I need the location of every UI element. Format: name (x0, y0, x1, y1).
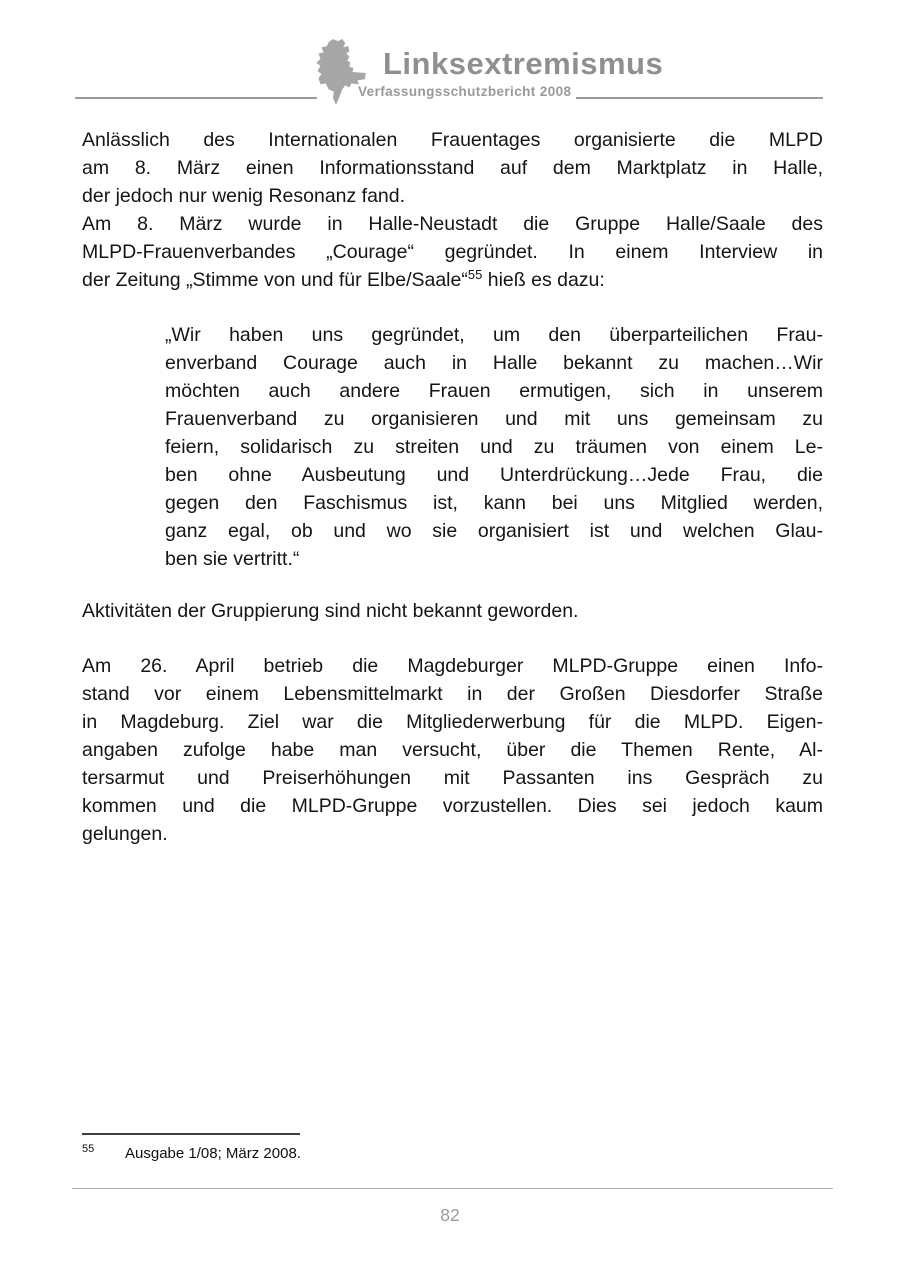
text-line: ben ohne Ausbeutung und Unterdrückung…Jede Frau, die (165, 464, 823, 486)
text-line: stand vor einem Lebensmittelmarkt in der Großen Diesdorfer Straße (82, 683, 823, 705)
paragraph-courage-last-line (82, 266, 823, 294)
paragraph-infostand (82, 652, 823, 848)
page-header (0, 0, 900, 120)
blockquote-courage-interview (165, 321, 823, 573)
header-rule-right (576, 97, 823, 99)
text-line: in Magdeburg. Ziel war die Mitgliederwerbung für die MLPD. Eigen- (82, 711, 823, 733)
paragraph-courage (82, 210, 823, 266)
text-line: ben sie vertritt.“ (165, 548, 300, 570)
text-line: feiern, solidarisch zu streiten und zu träumen von einem Le- (165, 436, 823, 458)
text-line: ganz egal, ob und wo sie organisiert ist und welchen Glau- (165, 520, 823, 542)
text-line: gelungen. (82, 823, 168, 845)
text-line: möchten auch andere Frauen ermutigen, sich in unserem (165, 380, 823, 402)
chapter-title: Linksextremismus (383, 46, 664, 81)
text-line: Am 26. April betrieb die Magdeburger MLPD-Gruppe einen Info- (82, 655, 823, 677)
text-line: tersarmut und Preiserhöhungen mit Passanten ins Gespräch zu (82, 767, 823, 789)
text-line: am 8. März einen Informationsstand auf dem Marktplatz in Halle, (82, 157, 823, 179)
text-line: Anlässlich des Internationalen Frauentages organisierte die MLPD (82, 129, 823, 151)
text-after-footnote: hieß es dazu: (482, 269, 605, 291)
report-subtitle: Verfassungsschutzbericht 2008 (358, 84, 572, 99)
text-line: enverband Courage auch in Halle bekannt zu machen…Wir (165, 352, 823, 374)
text-line: Frauenverband zu organisieren und mit uns gemeinsam zu (165, 408, 823, 430)
footnote-separator-rule (82, 1133, 300, 1135)
text-line: MLPD-Frauenverbandes „Courage“ gegründet. In einem Interview in (82, 241, 823, 263)
footnote-marker: 55 (82, 1143, 95, 1155)
body-text (82, 126, 823, 848)
header-rule-left (75, 97, 317, 99)
text-line: der jedoch nur wenig Resonanz fand. (82, 185, 406, 207)
text-line: kommen und die MLPD-Gruppe vorzustellen. Dies sei jedoch kaum (82, 795, 823, 817)
text-line: gegen den Faschismus ist, kann bei uns Mitglied werden, (165, 492, 823, 514)
footer-rule (72, 1188, 833, 1189)
footnote-area (82, 1133, 823, 1165)
text-before-footnote: der Zeitung „Stimme von und für Elbe/Saale“ (82, 269, 468, 291)
footnote-reference-55: 55 (467, 267, 483, 282)
paragraph-frauentag (82, 126, 823, 210)
text-line: „Wir haben uns gegründet, um den überparteilichen Frau- (165, 324, 823, 346)
text-line: Am 8. März wurde in Halle-Neustadt die Gruppe Halle/Saale des (82, 213, 823, 235)
page-number: 82 (440, 1205, 460, 1225)
paragraph-aktivitaeten: Aktivitäten der Gruppierung sind nicht bekannt geworden. (82, 600, 579, 622)
footnote-text: Ausgabe 1/08; März 2008. (125, 1145, 301, 1162)
footnote-55 (82, 1138, 823, 1165)
text-line: angaben zufolge habe man versucht, über die Themen Rente, Al- (82, 739, 823, 761)
